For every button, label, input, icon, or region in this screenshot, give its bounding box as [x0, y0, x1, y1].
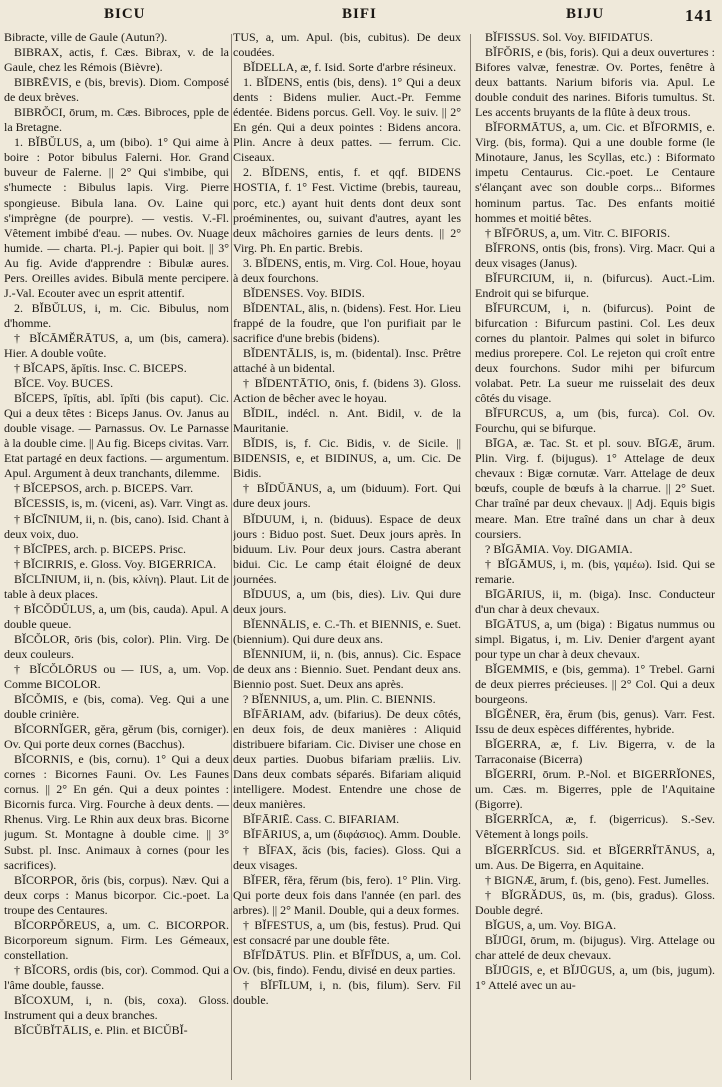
dictionary-entry: BĬGERRA, æ, f. Liv. Bigerra, v. de la Tarraconaise (Bicerra): [475, 737, 715, 767]
column-middle: [233, 30, 461, 1080]
page-number: 141: [685, 6, 714, 25]
dictionary-entry: BĪGĀTUS, a, um (biga) : Bigatus nummus ou simpl. Bigatus, i, m. Liv. Denier d'argent ayant pour type un char à deux chevaux.: [475, 616, 715, 661]
dictionary-entry: † BĬCORS, ordis (bis, cor). Commod. Qui a l'âme double, fausse.: [4, 962, 229, 992]
dictionary-entry: BĬFORMĀTUS, a, um. Cic. et BĬFORMIS, e. Virg. (bis, forma). Qui a une double forme (le Minotaure, Janus, les Scyllas, etc.) : Biformato impetu Centaurus. Cic.-poet. Le Centaure s'élançant avec son double corps... Biformes hominum partus. Tac. Des enfants moitié hommes et moitié bêtes.: [475, 120, 715, 225]
dictionary-entry: BĬFISSUS. Sol. Voy. BIFIDATUS.: [485, 30, 653, 44]
dictionary-entry: † BĬGĀMUS, i, m. (bis, γαμέω). Isid. Qui se remarie.: [475, 556, 715, 586]
column-divider: [470, 34, 471, 1080]
dictionary-entry: BĬDIL, indécl. n. Ant. Bidil, v. de la Mauritanie.: [233, 406, 461, 436]
dictionary-entry: BIBRAX, actis, f. Cæs. Bibrax, v. de la Gaule, chez les Rémois (Bièvre).: [4, 45, 229, 75]
dictionary-entry: BĬCESSIS, is, m. (viceni, as). Varr. Vingt as.: [14, 496, 229, 511]
dictionary-entry: BĬDENSES. Voy. BIDIS.: [243, 285, 365, 300]
dictionary-entry: BĬDIS, is, f. Cic. Bidis, v. de Sicile. || BIDENSIS, e, et BIDINUS, a, um. Cic. De Bidis.: [233, 436, 461, 481]
dictionary-entry: † BĬFESTUS, a, um (bis, festus). Prud. Qui est consacré par une double fête.: [233, 917, 461, 947]
dictionary-entry: BĬCŬBĬTĀLIS, e. Plin. et BICŬBĬ-: [14, 1023, 188, 1038]
dictionary-entry: BĬCEPS, ĭpĭtis, abl. ĭpĭti (bis caput). Cic. Qui a deux têtes : Biceps Janus. Ov. Janus au double visage. — Parnassus. Ov. Le Parnasse à la double cime. || Au fig. Biceps civitas. Varr. Etat partagé en deux factions. — argumentum. Apul. Argument à deux tranchants, dilemme.: [4, 391, 229, 481]
dictionary-entry: Bibracte, ville de Gaule (Autun?).: [4, 30, 168, 44]
dictionary-entry: BĬFURCUM, i, n. (bifurcus). Point de bifurcation : Bifurcum pastini. Col. Les deux cornes du plantoir. Palmes qui solet in bifurco medius prorepere. Col. Le rejeton qui croît entre deux fourchons. Sudor mihi per bifurcum volabat. Petr. La sueur me ruisselait des deux côtés du visage.: [475, 300, 715, 406]
dictionary-entry: BĬFER, fĕra, fĕrum (bis, fero). 1° Plin. Virg. Qui porte deux fois dans l'année (en parl. des arbres). || 2° Manil. Double, qui a deux formes.: [233, 872, 461, 917]
dictionary-entry: BĬCORPŎREUS, a, um. C. BICORPOR. Bicorporeum signum. Firm. Les Gémeaux, constellation.: [4, 917, 229, 962]
dictionary-entry: BĪGA, æ. Tac. St. et pl. souv. BĪGÆ, ārum. Plin. Virg. f. (bijugus). 1° Attelage de deux chevaux : Bigæ cornutæ. Varr. Attelage de deux bœufs, couple de bœufs à la charrue. || 2° Suet. Char traîné par deux chevaux. || Adj. Equis bigis meare. Man. Etre traîné dans un char à deux coursiers.: [475, 436, 715, 541]
dictionary-entry: BĬDELLA, æ, f. Isid. Sorte d'arbre résineux.: [243, 60, 457, 75]
center-running-headword: BIFI: [342, 6, 377, 22]
dictionary-entry: BĬGERRĬCUS. Sid. et BĬGERRĬTĀNUS, a, um. Aus. De Bigerra, en Aquitaine.: [475, 842, 715, 872]
dictionary-entry: BĬCOXUM, i, n. (bis, coxa). Gloss. Instrument qui a deux branches.: [4, 993, 229, 1023]
dictionary-entry: BĬDUUM, i, n. (biduus). Espace de deux jours : Biduo post. Suet. Deux jours après. In biduum. Liv. Pour deux jours. Castra aberant bidui. Cic. Le camp était éloigné de deux journées.: [233, 511, 461, 586]
dictionary-entry: BĬFĀRIAM, adv. (bifarius). De deux côtés, en deux fois, de deux manières : Aliquid distribuere bifariam. Cic. Diviser une chose en deux parties. Duobus bifariam præliis. Liv. Dans deux combats séparés. Bifariam aliquid intelligere. Modest. Entendre une chose de deux manières.: [233, 707, 461, 812]
dictionary-entry: BĬCORPOR, ŏris (bis, corpus). Næv. Qui a deux corps : Manus bicorpor. Cic.-poet. La troupe des Centaures.: [4, 872, 229, 917]
dictionary-entry: † BĬCĪNIUM, ii, n. (bis, cano). Isid. Chant à deux voix, duo.: [4, 511, 229, 541]
dictionary-entry: BĬCORNĬGER, gĕra, gĕrum (bis, corniger). Ov. Qui porte deux cornes (Bacchus).: [4, 722, 229, 752]
dictionary-entry: BĬCŎMIS, e (bis, coma). Veg. Qui a une double crinière.: [4, 692, 229, 722]
dictionary-entry: BĬDUUS, a, um (bis, dies). Liv. Qui dure deux jours.: [233, 586, 461, 616]
dictionary-entry: BĬGERRĬCA, æ, f. (bigerricus). S.-Sev. Vêtement à longs poils.: [475, 812, 715, 842]
dictionary-entry: † BĬCEPSOS, arch. p. BICEPS. Varr.: [14, 481, 194, 496]
dictionary-entry: † BĬDŬĀNUS, a, um (biduum). Fort. Qui dure deux jours.: [233, 481, 461, 511]
dictionary-entry: BĬFĀRIĒ. Cass. C. BIFARIAM.: [243, 812, 400, 827]
dictionary-entry: BIBRŎCI, ōrum, m. Cæs. Bibroces, pple de la Bretagne.: [4, 105, 229, 135]
dictionary-entry: BĬGUS, a, um. Voy. BIGA.: [485, 917, 617, 932]
dictionary-entry: BĬCE. Voy. BUCES.: [14, 376, 114, 391]
dictionary-entry: BĬFŎRIS, e (bis, foris). Qui a deux ouvertures : Bifores valvæ, fenestræ. Ov. Portes, fenêtre à deux battants. Narium biforis via. Apul. Le double conduit des narines. Biforis tumultus. St. Les accents bruyants de la flûte à deux trous.: [475, 45, 715, 120]
dictionary-entry: 3. BĬDENS, entis, m. Virg. Col. Houe, hoyau à deux fourchons.: [233, 255, 461, 285]
dictionary-entry: BIBRĒVIS, e (bis, brevis). Diom. Composé de deux brèves.: [4, 75, 229, 105]
dictionary-entry: † BĬCŎLŌRUS ou — IUS, a, um. Vop. Comme BICOLOR.: [4, 661, 229, 692]
dictionary-entry: † BĬGRĂDUS, ūs, m. (bis, gradus). Gloss. Double degré.: [475, 887, 715, 917]
dictionary-entry: † BĬCŎDŬLUS, a, um (bis, cauda). Apul. A double queue.: [4, 601, 229, 631]
dictionary-entry: † BIGNÆ, ārum, f. (bis, geno). Fest. Jumelles.: [485, 872, 709, 887]
dictionary-entry: † BĬCAPS, ăpĭtis. Insc. C. BICEPS.: [14, 361, 187, 376]
dictionary-entry: BĬJŪGIS, e, et BĬJŪGUS, a, um (bis, jugum). 1° Attelé avec un au-: [475, 962, 715, 992]
column-divider: [231, 34, 232, 1080]
dictionary-entry: † BĬFAX, ăcis (bis, facies). Gloss. Qui a deux visages.: [233, 842, 461, 872]
dictionary-entry: BĬENNIUM, ii, n. (bis, annus). Cic. Espace de deux ans : Biennio. Suet. Pendant deux ans. Biennio post. Suet. Deux ans après.: [233, 646, 461, 692]
dictionary-entry: 1. BĬBŬLUS, a, um (bibo). 1° Qui aime à boire : Potor bibulus Falerni. Hor. Grand buveur de Falerne. || 2° Qui s'imbibe, qui s'humecte : Bibulus lapis. Virg. Pierre spongieuse. Bibula lana. Ov. Laine qui s'imprègne (de pourpre). — vestis. V.-Fl. Vêtement imbibé d'eau. — nubes. Ov. Nuage humide. — charta. Pl.-j. Papier qui boit. || 3° Au fig. Avide d'apprendre : Bibulæ aures. Pers. Oreilles avides. Bibulā mente percipere. J.-Val. Ecouter avec un esprit attentif.: [4, 135, 229, 300]
dictionary-entry: BĬCŎLOR, ōris (bis, color). Plin. Virg. De deux couleurs.: [4, 631, 229, 661]
dictionary-entry: † BĬDENTĀTIO, ōnis, f. (bidens 3). Gloss. Action de bêcher avec le hoyau.: [233, 376, 461, 406]
column-left: [4, 30, 229, 1080]
dictionary-entry: BĬGERRI, ōrum. P.-Nol. et BIGERRĬONES, um. Cæs. m. Bigerres, pple de l'Aquitaine (Bigorre).: [475, 767, 715, 812]
dictionary-entry: BĬGEMMIS, e (bis, gemma). 1° Trebel. Garni de deux pierres précieuses. || 2° Col. Qui a deux bourgeons.: [475, 661, 715, 707]
dictionary-entry: BĬDENTAL, ālis, n. (bidens). Fest. Hor. Lieu frappé de la foudre, que l'on purifiait par le sacrifice d'une brebis (bidens).: [233, 300, 461, 345]
dictionary-entry: † BĬCĪPES, arch. p. BICEPS. Prisc.: [14, 541, 187, 556]
column-right: [475, 30, 715, 1080]
dictionary-entry: BĬCORNIS, e (bis, cornu). 1° Qui a deux cornes : Bicornes Fauni. Ov. Les Faunes cornus. || 2° En gén. Qui a deux pointes : Bicornis furca. Virg. Fourche à deux dents. — Rhenus. Virg. Le Rhin aux deux bras. Bicorne jugum. St. Montagne à double cime. || 3° Subst. pl. Insc. Animaux à cornes (pour les sacrifices).: [4, 752, 229, 872]
dictionary-entry: 1. BĬDENS, entis (bis, dens). 1° Qui a deux dents : Bidens mulier. Auct.-Pr. Femme édentée. Bidens porcus. Gell. Voy. le suiv. || 2° En gén. Qui a deux pointes : Bidens ancora. Plin. Ancre à deux pattes. — ferrum. Cic. Ciseaux.: [233, 75, 461, 165]
dictionary-entry: † BĬCĀMĔRĀTUS, a, um (bis, camera). Hier. A double voûte.: [4, 330, 229, 360]
dictionary-entry: BĪGĀRIUS, ii, m. (biga). Insc. Conducteur d'un char à deux chevaux.: [475, 586, 715, 616]
dictionary-entry: ? BĬENNIUS, a, um. Plin. C. BIENNIS.: [243, 692, 436, 707]
dictionary-entry: BĬFURCIUM, ii, n. (bifurcus). Auct.-Lim. Endroit qui se bifurque.: [475, 270, 715, 300]
dictionary-entry: BĬDENTĀLIS, is, m. (bidental). Insc. Prêtre attaché à un bidental.: [233, 345, 461, 376]
dictionary-entry: BĬFĬDĀTUS. Plin. et BĬFĬDUS, a, um. Col. Ov. (bis, findo). Fendu, divisé en deux parties.: [233, 947, 461, 977]
dictionary-entry: ? BĬGĀMIA. Voy. DIGAMIA.: [485, 541, 633, 556]
dictionary-entry: BĬCLĪNIUM, ii, n. (bis, κλίνη). Plaut. Lit de table à deux places.: [4, 571, 229, 601]
dictionary-entry: 2. BĬBŬLUS, i, m. Cic. Bibulus, nom d'homme.: [4, 300, 229, 330]
dictionary-entry: TUS, a, um. Apul. (bis, cubitus). De deux coudées.: [233, 30, 461, 60]
dictionary-entry: BĬJŪGI, ōrum, m. (bijugus). Virg. Attelage ou char attelé de deux chevaux.: [475, 932, 715, 962]
dictionary-entry: 2. BĬDENS, entis, f. et qqf. BIDENS HOSTIA, f. 1° Fest. Victime (brebis, taureau, porc, etc.) ayant huit dents dont deux sont proéminentes, ou, suivant d'autres, ayant les deux mâchoires garnies de leurs dents. || 2° Virg. Ph. En partic. Brebis.: [233, 165, 461, 255]
dictionary-entry: † BĬCIRRIS, e. Gloss. Voy. BIGERRICA.: [14, 556, 217, 571]
left-running-headword: BICU: [104, 6, 146, 22]
dictionary-entry: † BĬFĪLUM, i, n. (bis, filum). Serv. Fil double.: [233, 977, 461, 1007]
dictionary-entry: BĬGĔNER, ĕra, ĕrum (bis, genus). Varr. Fest. Issu de deux espèces différentes, hybride.: [475, 707, 715, 737]
dictionary-entry: BĬFURCUS, a, um (bis, furca). Col. Ov. Fourchu, qui se bifurque.: [475, 406, 715, 436]
dictionary-entry: BĬENNĀLIS, e. C.-Th. et BIENNIS, e. Suet. (biennium). Qui dure deux ans.: [233, 616, 461, 646]
dictionary-entry: BĬFĀRIUS, a, um (διφάσιος). Amm. Double.: [243, 827, 461, 842]
dictionary-entry: † BĬFŌRUS, a, um. Vitr. C. BIFORIS.: [485, 225, 671, 240]
dictionary-entry: BĬFRONS, ontis (bis, frons). Virg. Macr. Qui a deux visages (Janus).: [475, 240, 715, 270]
right-running-headword: BIJU: [566, 6, 605, 22]
